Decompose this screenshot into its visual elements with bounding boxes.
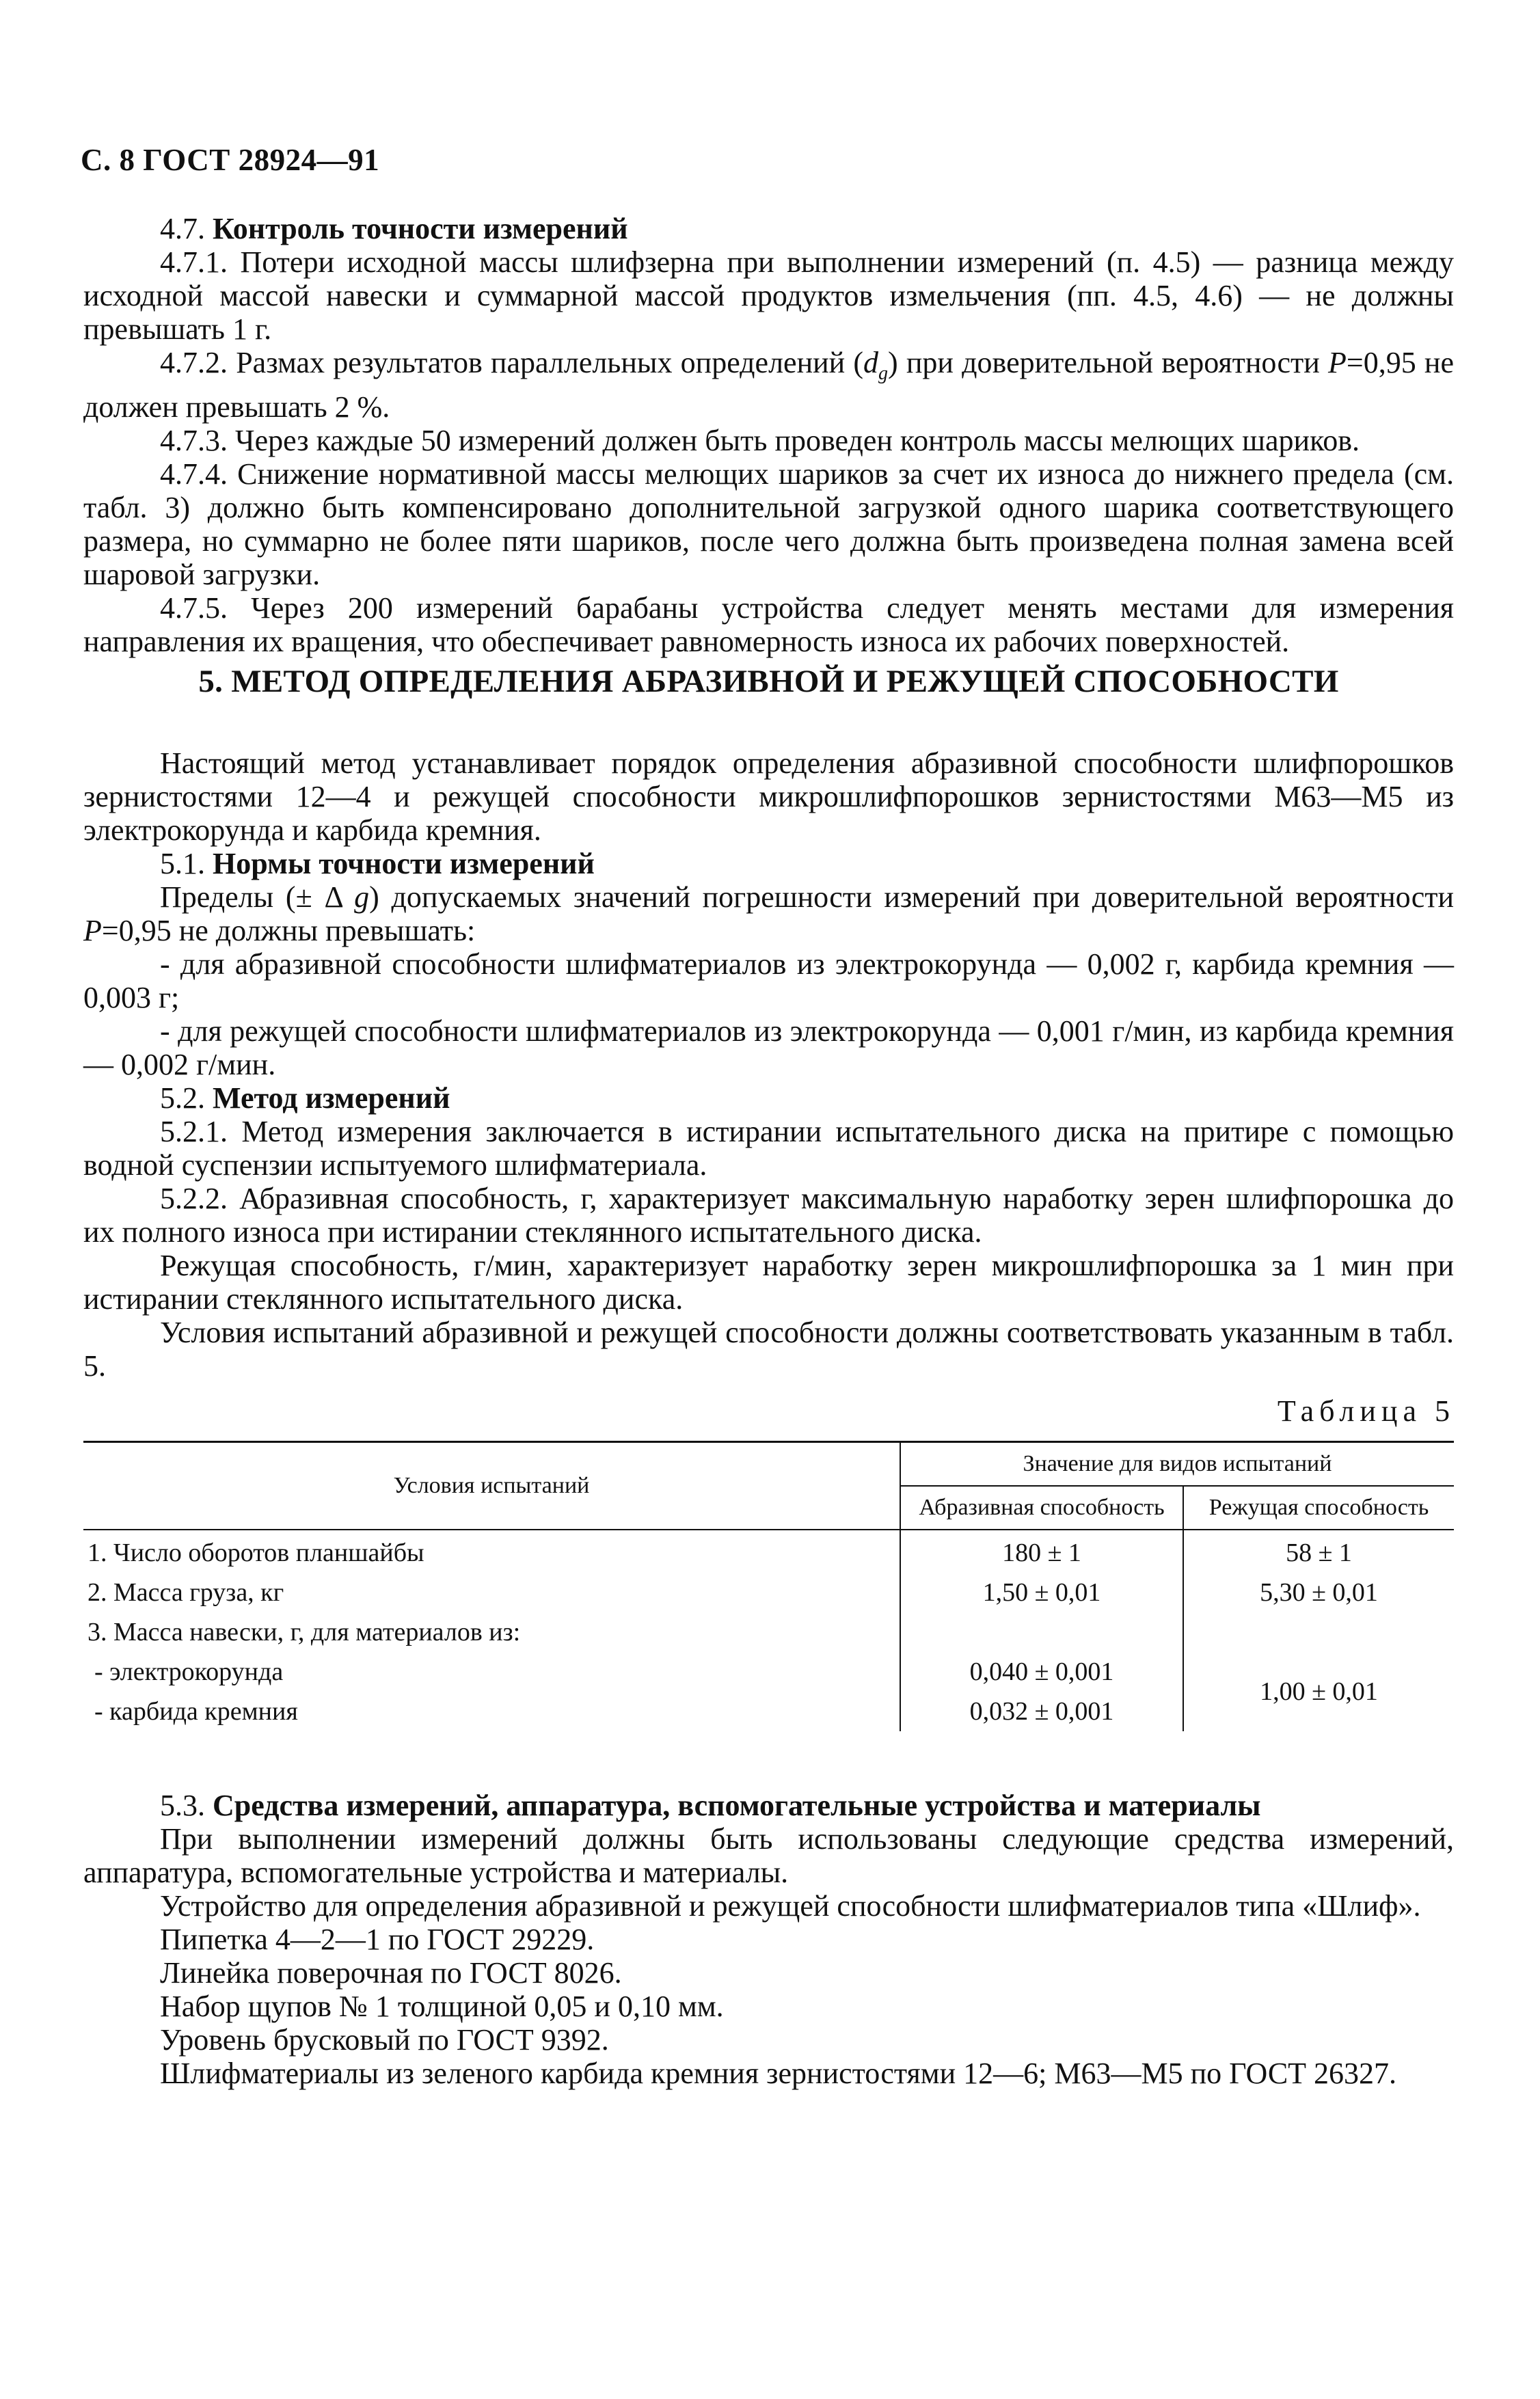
- list-item-device: Устройство для определения абразивной и режущей способности шлифматериалов типа «Шлиф».: [160, 1889, 1421, 1923]
- subsection-5-1-heading: [83, 847, 1454, 880]
- paragraph-4-7-4: 4.7.4. Снижение нормативной массы мелющих шариков за счет их износа до нижнего предела (см. табл. 3) должно быть компенсировано дополнительной загрузкой одного шарика соответствующего размера, но суммарно не более пяти шариков, после чего должна быть произведена полная замена всей шаровой загрузки.: [83, 457, 1454, 591]
- list-item-feeler-gauges: Набор щупов № 1 толщиной 0,05 и 0,10 мм.: [160, 1990, 724, 2023]
- header-values-group: Значение для видов испытаний: [900, 1442, 1454, 1487]
- cell-abrasive-empty: [900, 1612, 1183, 1652]
- symbol-d: d: [863, 346, 879, 379]
- table-row: [83, 1652, 1454, 1692]
- row-label: 1. Число оборотов планшайбы: [87, 1539, 424, 1567]
- text-fragment: ) допускаемых значений погрешности измерений при доверительной вероятности: [369, 880, 1455, 914]
- subsection-5-2-heading: [83, 1081, 1454, 1115]
- header-abrasive: Абразивная способность: [900, 1486, 1183, 1530]
- symbol-g: g: [354, 880, 370, 914]
- paragraph-cutting-ability: Режущая способность, г/мин, характеризует наработку зерен микрошлифпорошка за 1 мин при истирании стеклянного испытательного диска.: [83, 1249, 1454, 1316]
- subsection-number: 5.1.: [160, 847, 205, 880]
- text-fragment: =0,95 не должен превышать 2 %.: [83, 346, 1454, 424]
- symbol-p: P: [83, 914, 102, 947]
- section-5-intro: Настоящий метод устанавливает порядок определения абразивной способности шлифпорошков зернистостями 12—4 и режущей способности микрошлифпорошков зернистостями М63—М5 из электрокорунда и карбида кремния.: [83, 746, 1454, 847]
- row-label: 2. Масса груза, кг: [87, 1578, 284, 1607]
- text-fragment: =0,95 не должны превышать:: [101, 914, 476, 947]
- cell-cutting: 58 ± 1: [1183, 1530, 1454, 1573]
- section-4-7: [83, 212, 1454, 658]
- paragraph-test-conditions: Условия испытаний абразивной и режущей способности должны соответствовать указанным в табл. 5.: [83, 1316, 1454, 1383]
- subsection-number: 4.7.: [160, 212, 205, 245]
- paragraph-4-7-2: [83, 346, 1454, 424]
- cell-abrasive: 0,040 ± 0,001: [900, 1652, 1183, 1692]
- cell-cutting: 5,30 ± 0,01: [1183, 1573, 1454, 1612]
- cell-cutting-empty: [1183, 1612, 1454, 1652]
- cell-abrasive: 180 ± 1: [900, 1530, 1183, 1573]
- section-5-title: 5. МЕТОД ОПРЕДЕЛЕНИЯ АБРАЗИВНОЙ И РЕЖУЩЕЙ СПОСОБНОСТИ: [198, 664, 1339, 699]
- paragraph-4-7-3: 4.7.3. Через каждые 50 измерений должен быть проведен контроль массы мелющих шариков.: [160, 423, 1360, 457]
- row-label: - карбида кремния: [94, 1697, 298, 1726]
- subsection-4-7-heading: [83, 212, 1454, 245]
- table-header-row: [83, 1442, 1454, 1487]
- list-item-abrasive: - для абразивной способности шлифматериалов из электрокорунда — 0,002 г, карбида кремния — 0,003 г;: [83, 947, 1454, 1014]
- table-5-caption: Таблица 5: [1277, 1394, 1455, 1428]
- paragraph-4-7-1: 4.7.1. Потери исходной массы шлифзерна при выполнении измерений (п. 4.5) — разница между исходной массой навески и суммарной массой продуктов измельчения (пп. 4.5, 4.6) — не должны превышать 1 г.: [83, 245, 1454, 346]
- text-fragment: Пределы (± Δ: [160, 880, 355, 914]
- row-label: - электрокорунда: [94, 1657, 284, 1686]
- symbol-p: P: [1328, 346, 1347, 379]
- subsection-title: Метод измерений: [213, 1081, 450, 1115]
- list-item-ruler: Линейка поверочная по ГОСТ 8026.: [160, 1956, 622, 1990]
- cell-cutting-shared: 1,00 ± 0,01: [1183, 1652, 1454, 1731]
- subsection-title: Средства измерений, аппаратура, вспомогательные устройства и материалы: [213, 1789, 1261, 1822]
- cell-abrasive: 1,50 ± 0,01: [900, 1573, 1183, 1612]
- table-row: [83, 1573, 1454, 1612]
- list-item-pipette: Пипетка 4—2—1 по ГОСТ 29229.: [160, 1923, 595, 1956]
- subsection-number: 5.2.: [160, 1081, 205, 1115]
- paragraph-5-1: [83, 880, 1454, 947]
- paragraph-5-2-2: 5.2.2. Абразивная способность, г, характеризует максимальную наработку зерен шлифпорошка до их полного износа при истирании стеклянного испытательного диска.: [83, 1182, 1454, 1249]
- table-row: [83, 1530, 1454, 1573]
- subsection-title: Контроль точности измерений: [213, 212, 628, 245]
- text-fragment: ) при доверительной вероятности: [888, 346, 1329, 379]
- list-item-cutting: - для режущей способности шлифматериалов из электрокорунда — 0,001 г/мин, из карбида кремния — 0,002 г/мин.: [83, 1014, 1454, 1081]
- cell-abrasive: 0,032 ± 0,001: [900, 1692, 1183, 1731]
- section-5-body: [83, 746, 1454, 1383]
- subsection-number: 5.3.: [160, 1789, 205, 1822]
- subscript-g: g: [878, 362, 889, 384]
- row-label: 3. Масса навески, г, для материалов из:: [87, 1618, 521, 1646]
- table-row: [83, 1612, 1454, 1652]
- subsection-title: Нормы точности измерений: [213, 847, 595, 880]
- paragraph-5-3-intro: При выполнении измерений должны быть использованы следующие средства измерений, аппаратура, вспомогательные устройства и материалы.: [83, 1822, 1454, 1889]
- subsection-5-3-heading: [83, 1789, 1454, 1822]
- list-item-materials: Шлифматериалы из зеленого карбида кремния зернистостями 12—6; М63—М5 по ГОСТ 26327.: [160, 2057, 1397, 2090]
- table-5: [83, 1441, 1454, 1731]
- text-fragment: 4.7.2. Размах результатов параллельных определений (: [160, 346, 864, 379]
- page-header: С. 8 ГОСТ 28924—91: [81, 143, 380, 177]
- section-5-3: [83, 1789, 1454, 2090]
- paragraph-5-2-1: 5.2.1. Метод измерения заключается в истирании испытательного диска на притире с помощью водной суспензии испытуемого шлифматериала.: [83, 1115, 1454, 1182]
- paragraph-4-7-5: 4.7.5. Через 200 измерений барабаны устройства следует менять местами для измерения направления их вращения, что обеспечивает равномерность износа их рабочих поверхностей.: [83, 591, 1454, 658]
- header-conditions: Условия испытаний: [83, 1442, 900, 1530]
- list-item-level: Уровень брусковый по ГОСТ 9392.: [160, 2023, 609, 2057]
- header-cutting: Режущая способность: [1183, 1486, 1454, 1530]
